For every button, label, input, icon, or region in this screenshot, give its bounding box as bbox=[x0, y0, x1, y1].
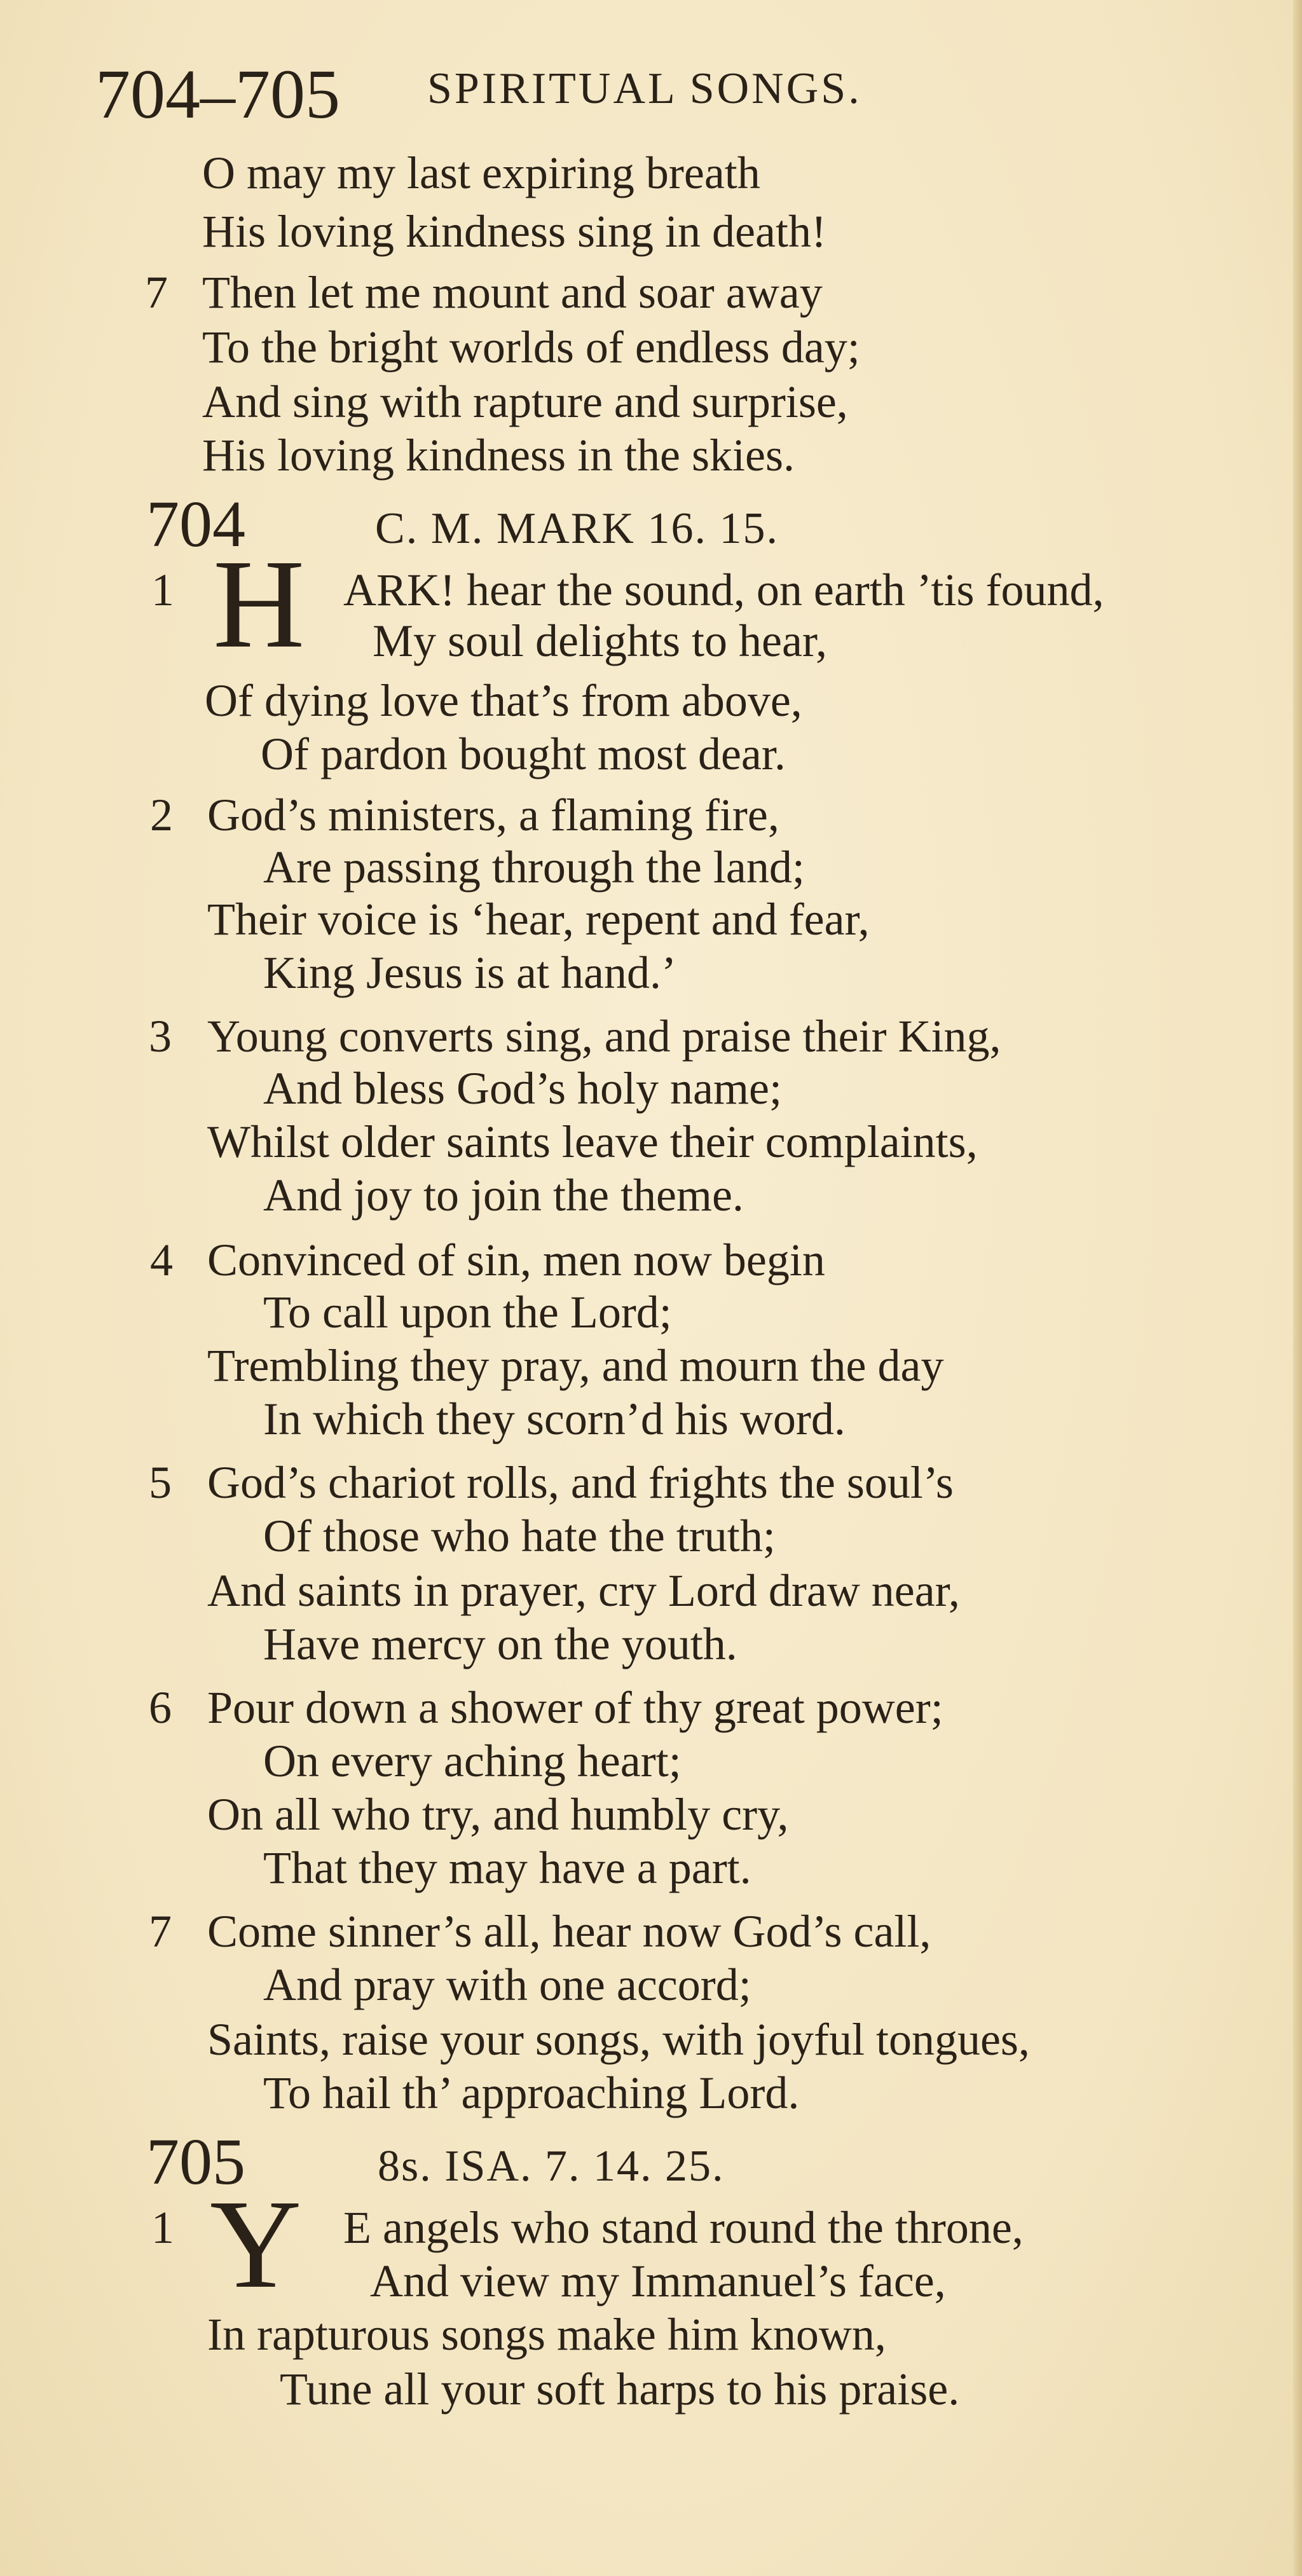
verse-line: On every aching heart; bbox=[263, 1736, 682, 1786]
page-numbers: 704–705 bbox=[95, 55, 340, 133]
hymn-number: 705 bbox=[146, 2125, 245, 2198]
verse-line: Whilst older saints leave their complaints, bbox=[207, 1116, 978, 1167]
verse-line: My soul delights to hear, bbox=[373, 615, 828, 666]
hymn-meter-reference: C. M. MARK 16. 15. bbox=[375, 504, 779, 553]
verse-line: Saints, raise your songs, with joyful tongues, bbox=[207, 2014, 1030, 2065]
stanza-number: 4 bbox=[150, 1235, 173, 1285]
verse-line: Of those who hate the truth; bbox=[263, 1511, 776, 1561]
verse-line: Then let me mount and soar away bbox=[202, 267, 823, 318]
verse-line: Have mercy on the youth. bbox=[263, 1619, 737, 1669]
verse-line: To call upon the Lord; bbox=[263, 1287, 672, 1338]
verse-line: To hail th’ approaching Lord. bbox=[263, 2067, 800, 2118]
verse-line: In rapturous songs make him known, bbox=[207, 2309, 886, 2360]
drop-cap: H bbox=[213, 534, 305, 675]
running-title: SPIRITUAL SONGS. bbox=[427, 64, 862, 113]
stanza-number: 1 bbox=[151, 565, 174, 615]
verse-line: And joy to join the theme. bbox=[263, 1170, 744, 1221]
verse-line: And view my Immanuel’s face, bbox=[370, 2256, 946, 2306]
verse-line: Tune all your soft harps to his praise. bbox=[280, 2364, 960, 2415]
verse-line: And pray with one accord; bbox=[263, 1959, 751, 2010]
verse-line: Pour down a shower of thy great power; bbox=[207, 1682, 943, 1733]
verse-line: Young converts sing, and praise their King, bbox=[207, 1011, 1001, 1062]
verse-line: E angels who stand round the throne, bbox=[343, 2202, 1024, 2253]
verse-line: That they may have a part. bbox=[263, 1842, 751, 1893]
verse-line: Trembling they pray, and mourn the day bbox=[207, 1340, 944, 1391]
stanza-number: 5 bbox=[149, 1457, 172, 1508]
page-edge bbox=[1293, 0, 1302, 2576]
verse-line: His loving kindness sing in death! bbox=[202, 206, 826, 257]
verse-line: Are passing through the land; bbox=[263, 842, 805, 893]
verse-line: On all who try, and humbly cry, bbox=[207, 1789, 789, 1840]
verse-line: Convinced of sin, men now begin bbox=[207, 1235, 825, 1285]
verse-line: Come sinner’s all, hear now God’s call, bbox=[207, 1906, 931, 1957]
stanza-number: 7 bbox=[149, 1906, 172, 1957]
verse-line: ARK! hear the sound, on earth ’tis found, bbox=[343, 565, 1104, 615]
stanza-number: 2 bbox=[150, 790, 173, 840]
stanza-number: 1 bbox=[151, 2202, 174, 2253]
hymn-number: 704 bbox=[146, 488, 245, 561]
verse-line: God’s ministers, a flaming fire, bbox=[207, 790, 779, 840]
stanza-number: 7 bbox=[145, 267, 168, 318]
verse-line: In which they scorn’d his word. bbox=[263, 1394, 846, 1444]
stanza-number: 3 bbox=[149, 1011, 172, 1062]
stanza-number: 6 bbox=[149, 1682, 172, 1733]
verse-line: God’s chariot rolls, and frights the soul’s bbox=[207, 1457, 954, 1508]
verse-line: And sing with rapture and surprise, bbox=[202, 376, 848, 427]
verse-line: O may my last expiring breath bbox=[202, 147, 760, 198]
verse-line: Of dying love that’s from above, bbox=[205, 675, 802, 726]
drop-cap: Y bbox=[210, 2174, 302, 2315]
verse-line: Of pardon bought most dear. bbox=[261, 729, 786, 779]
verse-line: To the bright worlds of endless day; bbox=[202, 322, 860, 373]
verse-line: Their voice is ‘hear, repent and fear, bbox=[207, 894, 870, 945]
hymn-meter-reference: 8s. ISA. 7. 14. 25. bbox=[378, 2142, 725, 2191]
verse-line: And saints in prayer, cry Lord draw near, bbox=[207, 1565, 960, 1616]
verse-line: His loving kindness in the skies. bbox=[202, 430, 795, 481]
verse-line: King Jesus is at hand.’ bbox=[263, 947, 676, 998]
verse-line: And bless God’s holy name; bbox=[263, 1063, 782, 1114]
